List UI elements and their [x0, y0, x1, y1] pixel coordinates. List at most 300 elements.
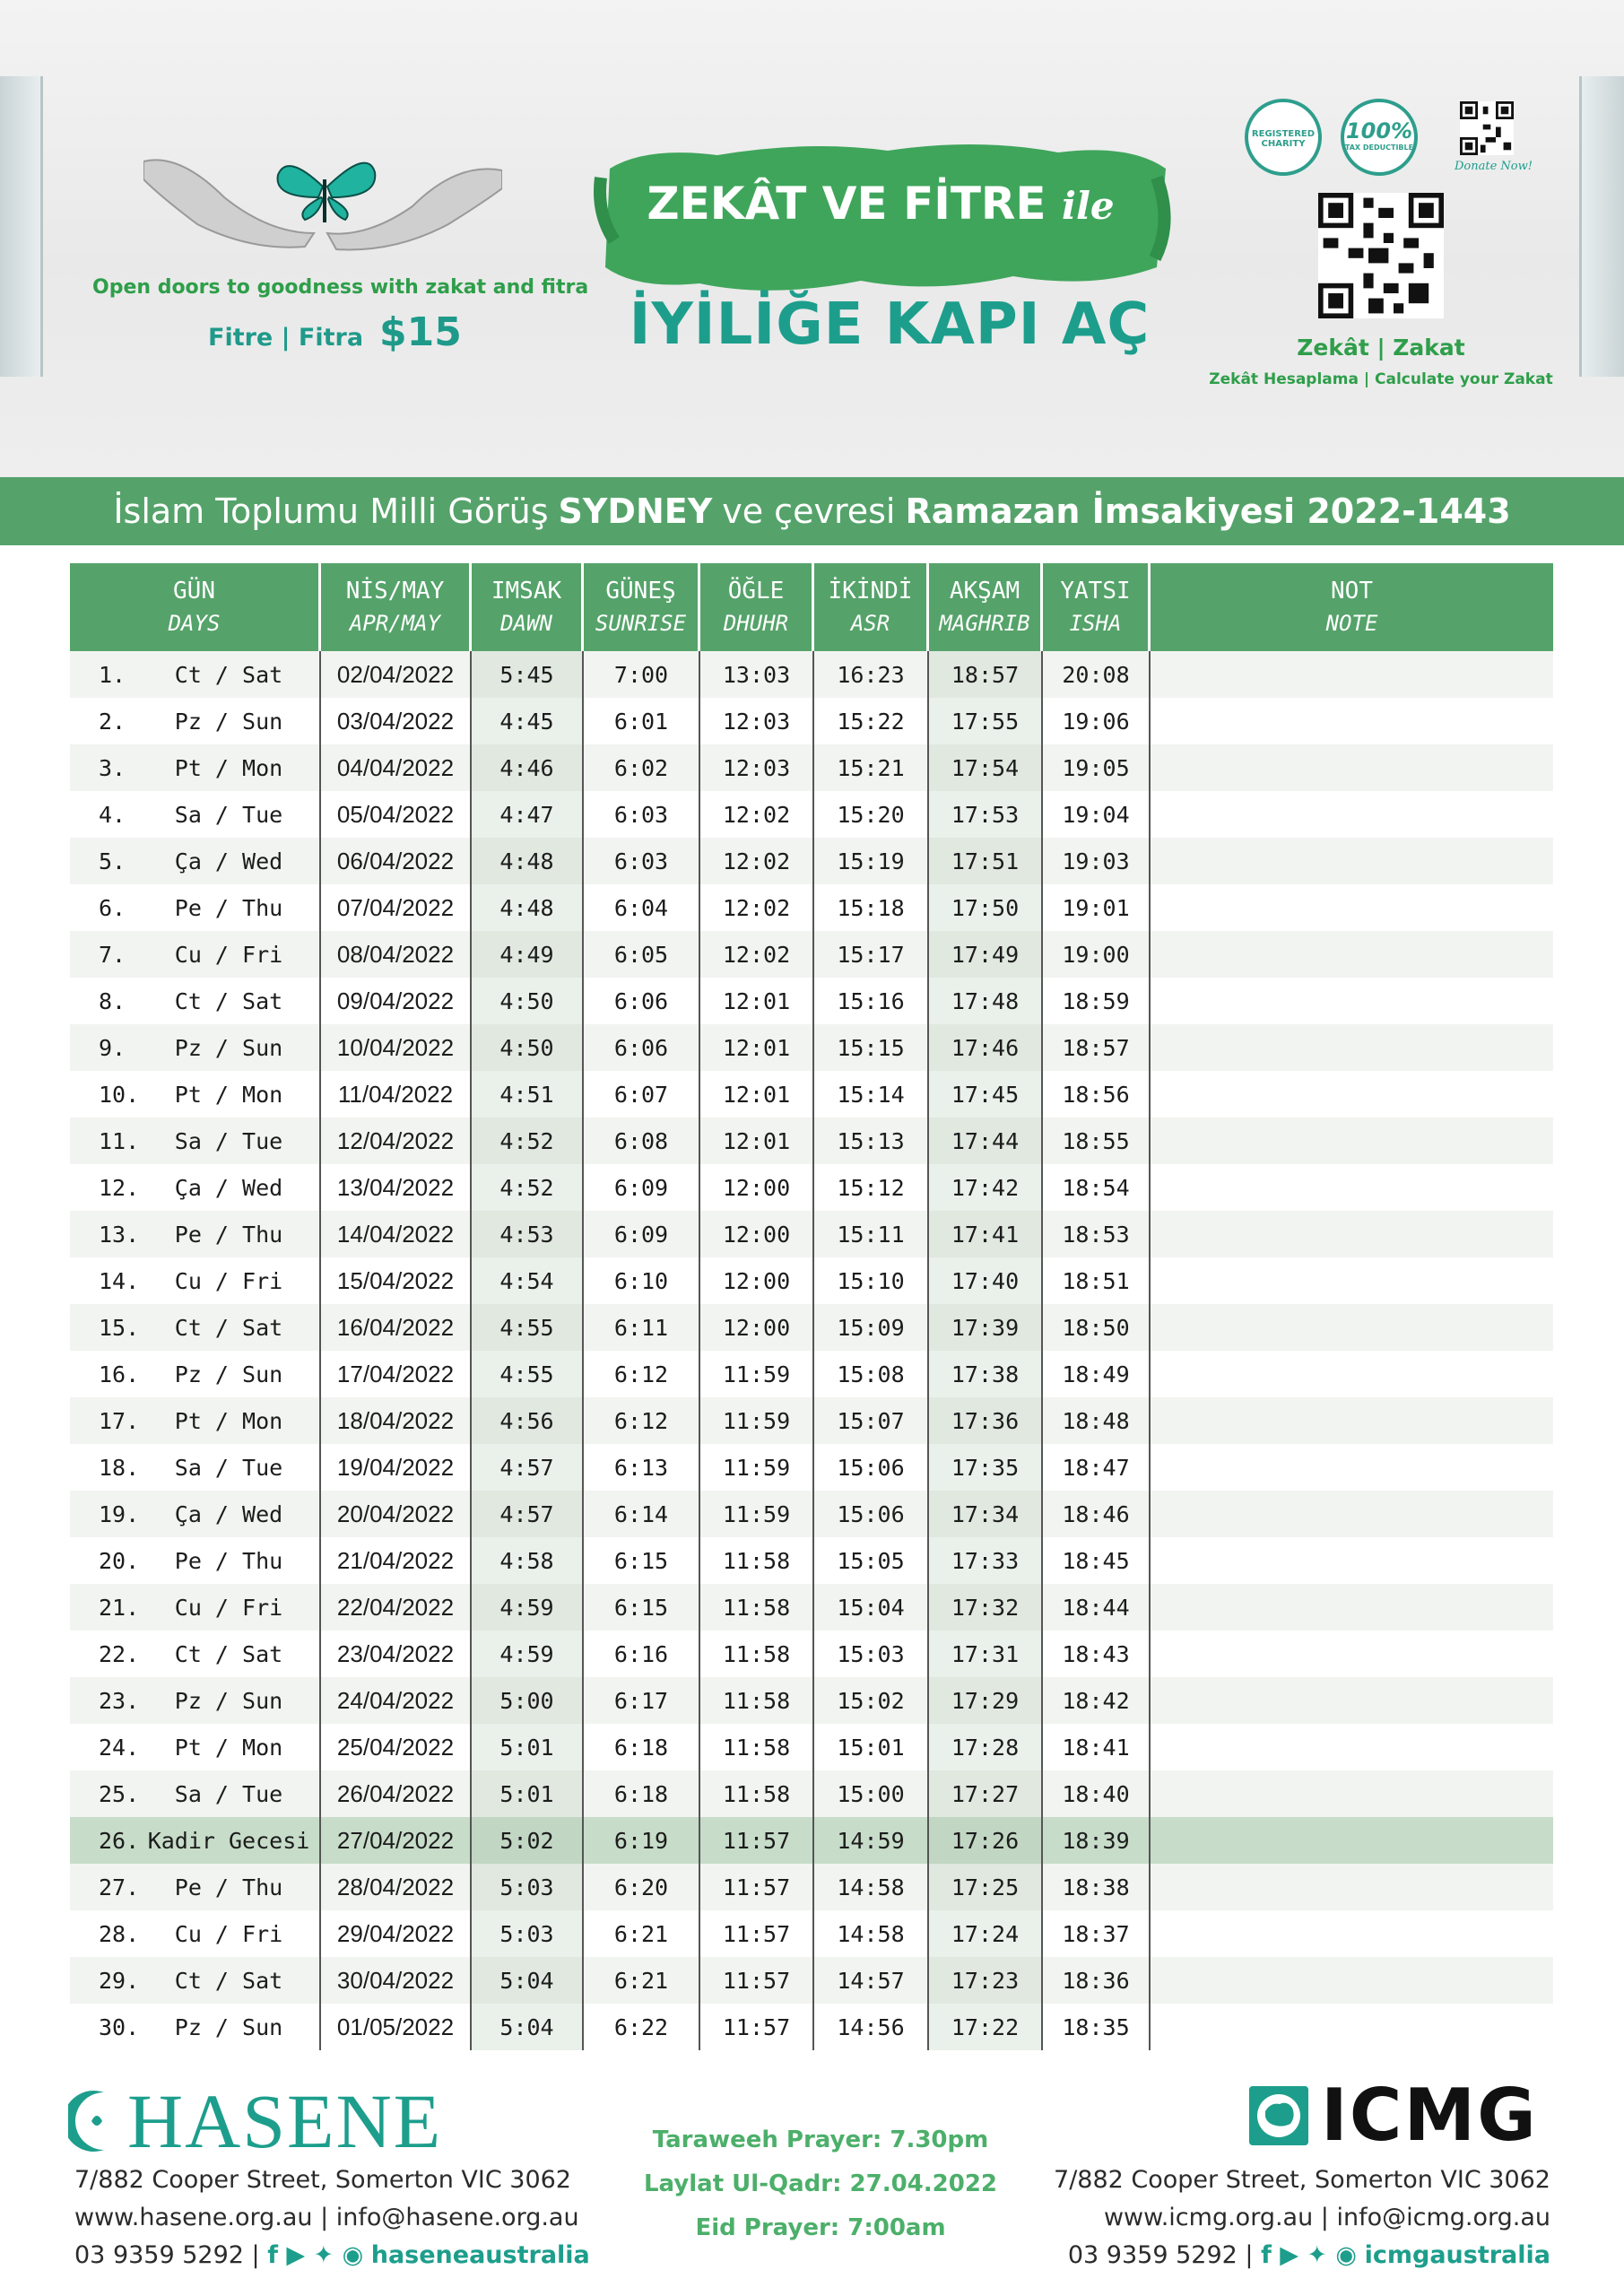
day-name: Pe / Thu: [174, 1221, 283, 1248]
asr-cell: 15:15: [814, 1024, 929, 1071]
asr-cell: 15:09: [814, 1304, 929, 1351]
note-cell: [1151, 744, 1553, 791]
table-row: [70, 1118, 1553, 1164]
banner-tagline: Open doors to goodness with zakat and fitra: [92, 276, 589, 299]
isha-cell: 19:00: [1043, 931, 1151, 978]
imsak-cell: 4:46: [472, 744, 584, 791]
day-name: Sa / Tue: [174, 801, 283, 828]
isha-cell: 18:54: [1043, 1164, 1151, 1211]
date-cell: 23/04/2022: [321, 1631, 472, 1677]
date-cell: 22/04/2022: [321, 1584, 472, 1631]
table-row: [70, 1397, 1553, 1444]
isha-cell: 19:01: [1043, 884, 1151, 931]
date-cell: 29/04/2022: [321, 1910, 472, 1957]
table-row: [70, 1491, 1553, 1537]
icmg-phone-social: [1054, 2237, 1550, 2274]
sunrise-cell: 6:04: [584, 884, 700, 931]
note-cell: [1151, 1164, 1553, 1211]
imsak-cell: 5:45: [472, 651, 584, 698]
donate-qr-code-icon[interactable]: [1460, 101, 1514, 155]
note-cell: [1151, 1770, 1553, 1817]
table-row: [70, 1770, 1553, 1817]
date-cell: 17/04/2022: [321, 1351, 472, 1397]
imsak-cell: 5:01: [472, 1724, 584, 1770]
maghrib-cell: 17:48: [929, 978, 1043, 1024]
dhuhr-cell: 11:59: [700, 1444, 814, 1491]
day-number: 2.: [99, 708, 126, 735]
campaign-title-suffix: ile: [1062, 184, 1115, 228]
taraweeh-prayer-time: Taraweeh Prayer: 7.30pm: [652, 2126, 989, 2153]
title-calendar: Ramazan İmsakiyesi 2022-1443: [905, 491, 1511, 531]
table-row: [70, 1351, 1553, 1397]
column-header-asr: İKİNDİ ASR: [814, 563, 929, 651]
registered-charity-badge: [1245, 99, 1322, 176]
icmg-logo: [1249, 2074, 1538, 2157]
day-cell: [70, 1631, 321, 1677]
isha-cell: 19:06: [1043, 698, 1151, 744]
date-cell: 08/04/2022: [321, 931, 472, 978]
table-row: [70, 1257, 1553, 1304]
sunrise-cell: 6:06: [584, 1024, 700, 1071]
dhuhr-cell: 11:58: [700, 1724, 814, 1770]
day-cell: [70, 1118, 321, 1164]
fitre-price: $15: [379, 309, 462, 355]
day-cell: [70, 698, 321, 744]
imsak-cell: 5:02: [472, 1817, 584, 1864]
imsak-cell: 4:49: [472, 931, 584, 978]
sunrise-cell: 6:15: [584, 1537, 700, 1584]
imsak-cell: 4:55: [472, 1304, 584, 1351]
isha-cell: 18:55: [1043, 1118, 1151, 1164]
maghrib-cell: 17:36: [929, 1397, 1043, 1444]
dhuhr-cell: 12:00: [700, 1211, 814, 1257]
day-name: Ça / Wed: [174, 1174, 283, 1201]
date-cell: 20/04/2022: [321, 1491, 472, 1537]
charity-badge-text: REGISTERED CHARITY: [1251, 129, 1316, 149]
eid-prayer-time: Eid Prayer: 7:00am: [695, 2214, 946, 2241]
day-cell: [70, 1677, 321, 1724]
note-cell: [1151, 931, 1553, 978]
day-number: 26.: [99, 1827, 140, 1854]
table-row: [70, 978, 1553, 1024]
note-cell: [1151, 1817, 1553, 1864]
icmg-social-icons[interactable]: f ▶ ✦ ◉: [1261, 2241, 1357, 2269]
date-cell: 19/04/2022: [321, 1444, 472, 1491]
imsak-cell: 4:59: [472, 1584, 584, 1631]
maghrib-cell: 17:53: [929, 791, 1043, 838]
fitre-label: Fitre | Fitra: [208, 324, 364, 352]
column-header-days: GÜN DAYS: [70, 563, 321, 651]
day-name: Pt / Mon: [174, 1734, 283, 1761]
maghrib-cell: 18:57: [929, 651, 1043, 698]
column-header-isha: YATSI ISHA: [1043, 563, 1151, 651]
hasene-social-handle[interactable]: haseneaustralia: [370, 2241, 590, 2269]
day-number: 18.: [99, 1454, 140, 1481]
table-row: [70, 1864, 1553, 1910]
asr-cell: 15:02: [814, 1677, 929, 1724]
day-cell: [70, 1211, 321, 1257]
maghrib-cell: 17:28: [929, 1724, 1043, 1770]
day-number: 22.: [99, 1640, 140, 1667]
date-cell: 26/04/2022: [321, 1770, 472, 1817]
sunrise-cell: 6:21: [584, 1957, 700, 2004]
sunrise-cell: 6:18: [584, 1770, 700, 1817]
fitre-price-line: [208, 309, 462, 355]
isha-cell: 18:45: [1043, 1537, 1151, 1584]
isha-cell: 19:05: [1043, 744, 1151, 791]
day-number: 15.: [99, 1314, 140, 1341]
day-name: Pt / Mon: [174, 754, 283, 781]
day-cell: [70, 791, 321, 838]
note-cell: [1151, 1864, 1553, 1910]
imsak-cell: 4:59: [472, 1631, 584, 1677]
day-name: Pe / Thu: [174, 1874, 283, 1900]
day-number: 21.: [99, 1594, 140, 1621]
day-number: 29.: [99, 1967, 140, 1994]
day-name: Pt / Mon: [174, 1081, 283, 1108]
isha-cell: 18:46: [1043, 1491, 1151, 1537]
day-cell: [70, 1817, 321, 1864]
dhuhr-cell: 12:03: [700, 744, 814, 791]
day-cell: [70, 978, 321, 1024]
laylat-ul-qadr-date: Laylat Ul-Qadr: 27.04.2022: [643, 2170, 998, 2197]
maghrib-cell: 17:42: [929, 1164, 1043, 1211]
sunrise-cell: 6:22: [584, 2004, 700, 2050]
date-cell: 15/04/2022: [321, 1257, 472, 1304]
day-cell: [70, 1304, 321, 1351]
imsak-cell: 5:04: [472, 1957, 584, 2004]
day-number: 3.: [99, 754, 126, 781]
note-cell: [1151, 838, 1553, 884]
date-cell: 05/04/2022: [321, 791, 472, 838]
date-cell: 11/04/2022: [321, 1071, 472, 1118]
asr-cell: 16:23: [814, 651, 929, 698]
day-cell: [70, 1864, 321, 1910]
day-name: Pz / Sun: [174, 1687, 283, 1714]
day-name: Sa / Tue: [174, 1454, 283, 1481]
column-header-sunrise: GÜNEŞ SUNRISE: [584, 563, 700, 651]
day-number: 27.: [99, 1874, 140, 1900]
isha-cell: 18:38: [1043, 1864, 1151, 1910]
table-row: [70, 1631, 1553, 1677]
day-cell: [70, 1164, 321, 1211]
imsak-cell: 4:50: [472, 1024, 584, 1071]
note-cell: [1151, 698, 1553, 744]
campaign-title-line1: [603, 178, 1159, 230]
note-cell: [1151, 1444, 1553, 1491]
note-cell: [1151, 1910, 1553, 1957]
day-cell: [70, 1724, 321, 1770]
note-cell: [1151, 1211, 1553, 1257]
date-cell: 06/04/2022: [321, 838, 472, 884]
dhuhr-cell: 11:58: [700, 1770, 814, 1817]
day-cell: [70, 838, 321, 884]
imsak-cell: 4:55: [472, 1351, 584, 1397]
date-cell: 16/04/2022: [321, 1304, 472, 1351]
isha-cell: 18:49: [1043, 1351, 1151, 1397]
day-name: Ct / Sat: [174, 1967, 283, 1994]
table-row: [70, 1724, 1553, 1770]
footer-hasene-contact: [74, 2161, 590, 2274]
imsak-cell: 5:03: [472, 1864, 584, 1910]
asr-cell: 15:19: [814, 838, 929, 884]
asr-cell: 15:14: [814, 1071, 929, 1118]
day-number: 28.: [99, 1920, 140, 1947]
asr-cell: 15:18: [814, 884, 929, 931]
sunrise-cell: 7:00: [584, 651, 700, 698]
date-cell: 24/04/2022: [321, 1677, 472, 1724]
date-cell: 25/04/2022: [321, 1724, 472, 1770]
maghrib-cell: 17:33: [929, 1537, 1043, 1584]
date-cell: 14/04/2022: [321, 1211, 472, 1257]
isha-cell: 19:03: [1043, 838, 1151, 884]
icmg-phone: 03 9359 5292 |: [1067, 2241, 1254, 2269]
asr-cell: 15:08: [814, 1351, 929, 1397]
note-cell: [1151, 1537, 1553, 1584]
table-row-highlighted: [70, 1817, 1553, 1864]
sunrise-cell: 6:16: [584, 1631, 700, 1677]
icmg-web-email[interactable]: www.icmg.org.au | info@icmg.org.au: [1103, 2204, 1550, 2231]
imsak-cell: 4:54: [472, 1257, 584, 1304]
tax-badge-percent: 100%: [1345, 118, 1413, 144]
dhuhr-cell: 12:03: [700, 698, 814, 744]
asr-cell: 15:12: [814, 1164, 929, 1211]
sunrise-cell: 6:10: [584, 1257, 700, 1304]
imsak-cell: 4:57: [472, 1444, 584, 1491]
maghrib-cell: 17:31: [929, 1631, 1043, 1677]
table-row: [70, 1584, 1553, 1631]
dhuhr-cell: 12:02: [700, 838, 814, 884]
sunrise-cell: 6:14: [584, 1491, 700, 1537]
note-cell: [1151, 1397, 1553, 1444]
day-number: 8.: [99, 987, 126, 1014]
day-cell: [70, 1024, 321, 1071]
maghrib-cell: 17:38: [929, 1351, 1043, 1397]
day-cell: [70, 931, 321, 978]
table-row: [70, 838, 1553, 884]
imsak-cell: 4:48: [472, 838, 584, 884]
imsak-cell: 4:56: [472, 1397, 584, 1444]
note-cell: [1151, 1677, 1553, 1724]
asr-cell: 15:17: [814, 931, 929, 978]
title-region: ve çevresi: [722, 491, 896, 531]
door-left-image: [0, 76, 43, 377]
column-header-maghrib: AKŞAM MAGHRIB: [929, 563, 1043, 651]
sunrise-cell: 6:06: [584, 978, 700, 1024]
date-cell: 10/04/2022: [321, 1024, 472, 1071]
table-row: [70, 931, 1553, 978]
dhuhr-cell: 12:01: [700, 1118, 814, 1164]
day-name: Cu / Fri: [174, 941, 283, 968]
table-row: [70, 744, 1553, 791]
day-name: Ça / Wed: [174, 1500, 283, 1527]
day-name: Pz / Sun: [174, 1034, 283, 1061]
asr-cell: 15:10: [814, 1257, 929, 1304]
zakat-calculator-link[interactable]: Zekât Hesaplama | Calculate your Zakat: [1209, 370, 1553, 388]
date-cell: 30/04/2022: [321, 1957, 472, 2004]
maghrib-cell: 17:49: [929, 931, 1043, 978]
isha-cell: 18:47: [1043, 1444, 1151, 1491]
title-org: İslam Toplumu Milli Görüş: [113, 491, 549, 531]
note-cell: [1151, 1304, 1553, 1351]
imsak-cell: 4:52: [472, 1164, 584, 1211]
asr-cell: 15:06: [814, 1491, 929, 1537]
sunrise-cell: 6:15: [584, 1584, 700, 1631]
dhuhr-cell: 12:00: [700, 1164, 814, 1211]
day-name: Pt / Mon: [174, 1407, 283, 1434]
page-title: [0, 477, 1624, 545]
day-name: Cu / Fri: [174, 1920, 283, 1947]
hasene-logo-text: HASENE: [127, 2078, 443, 2164]
isha-cell: 18:42: [1043, 1677, 1151, 1724]
sunrise-cell: 6:21: [584, 1910, 700, 1957]
note-cell: [1151, 884, 1553, 931]
maghrib-cell: 17:55: [929, 698, 1043, 744]
crescent-moon-icon: [68, 2089, 120, 2153]
isha-cell: 18:43: [1043, 1631, 1151, 1677]
dhuhr-cell: 11:57: [700, 2004, 814, 2050]
asr-cell: 15:16: [814, 978, 929, 1024]
asr-cell: 14:58: [814, 1910, 929, 1957]
day-number: 9.: [99, 1034, 126, 1061]
table-row: [70, 1444, 1553, 1491]
dhuhr-cell: 11:57: [700, 1864, 814, 1910]
date-cell: 03/04/2022: [321, 698, 472, 744]
dhuhr-cell: 11:58: [700, 1631, 814, 1677]
day-number: 14.: [99, 1267, 140, 1294]
day-cell: [70, 1491, 321, 1537]
note-cell: [1151, 651, 1553, 698]
maghrib-cell: 17:44: [929, 1118, 1043, 1164]
day-name: Pz / Sun: [174, 708, 283, 735]
imsak-cell: 4:47: [472, 791, 584, 838]
title-city: SYDNEY: [558, 491, 713, 531]
isha-cell: 18:44: [1043, 1584, 1151, 1631]
asr-cell: 15:22: [814, 698, 929, 744]
date-cell: 13/04/2022: [321, 1164, 472, 1211]
sunrise-cell: 6:03: [584, 791, 700, 838]
day-name: Sa / Tue: [174, 1780, 283, 1807]
dhuhr-cell: 11:58: [700, 1537, 814, 1584]
maghrib-cell: 17:35: [929, 1444, 1043, 1491]
hasene-social-icons[interactable]: f ▶ ✦ ◉: [267, 2241, 364, 2269]
imsak-cell: 4:57: [472, 1491, 584, 1537]
day-cell: [70, 884, 321, 931]
note-cell: [1151, 1351, 1553, 1397]
table-row: [70, 1304, 1553, 1351]
day-cell: [70, 1071, 321, 1118]
day-cell: [70, 1584, 321, 1631]
sunrise-cell: 6:02: [584, 744, 700, 791]
day-name: Ct / Sat: [174, 1640, 283, 1667]
sunrise-cell: 6:13: [584, 1444, 700, 1491]
dhuhr-cell: 12:01: [700, 978, 814, 1024]
dhuhr-cell: 12:00: [700, 1257, 814, 1304]
imsak-cell: 4:58: [472, 1537, 584, 1584]
note-cell: [1151, 1491, 1553, 1537]
hasene-web-email[interactable]: www.hasene.org.au | info@hasene.org.au: [74, 2204, 579, 2231]
isha-cell: 18:40: [1043, 1770, 1151, 1817]
note-cell: [1151, 1724, 1553, 1770]
prayer-times-table: [70, 563, 1553, 2050]
dhuhr-cell: 11:58: [700, 1677, 814, 1724]
day-name: Kadir Gecesi: [147, 1827, 310, 1854]
note-cell: [1151, 1257, 1553, 1304]
icmg-social-handle[interactable]: icmgaustralia: [1364, 2241, 1550, 2269]
asr-cell: 15:05: [814, 1537, 929, 1584]
day-name: Cu / Fri: [174, 1267, 283, 1294]
imsak-cell: 4:50: [472, 978, 584, 1024]
maghrib-cell: 17:46: [929, 1024, 1043, 1071]
dhuhr-cell: 11:59: [700, 1397, 814, 1444]
imsak-cell: 4:52: [472, 1118, 584, 1164]
campaign-title-main: ZEKÂT VE FİTRE: [647, 178, 1046, 230]
dhuhr-cell: 12:02: [700, 884, 814, 931]
sunrise-cell: 6:09: [584, 1164, 700, 1211]
date-cell: 09/04/2022: [321, 978, 472, 1024]
day-name: Sa / Tue: [174, 1127, 283, 1154]
sunrise-cell: 6:03: [584, 838, 700, 884]
asr-cell: 15:06: [814, 1444, 929, 1491]
sunrise-cell: 6:11: [584, 1304, 700, 1351]
sunrise-cell: 6:09: [584, 1211, 700, 1257]
asr-cell: 15:03: [814, 1631, 929, 1677]
note-cell: [1151, 791, 1553, 838]
sunrise-cell: 6:12: [584, 1397, 700, 1444]
day-name: Ct / Sat: [174, 1314, 283, 1341]
table-row: [70, 1024, 1553, 1071]
day-number: 12.: [99, 1174, 140, 1201]
hasene-logo: [68, 2076, 442, 2166]
zakat-qr-code-icon[interactable]: [1318, 193, 1444, 318]
day-cell: [70, 651, 321, 698]
note-cell: [1151, 1118, 1553, 1164]
date-cell: 12/04/2022: [321, 1118, 472, 1164]
sunrise-cell: 6:18: [584, 1724, 700, 1770]
maghrib-cell: 17:25: [929, 1864, 1043, 1910]
dhuhr-cell: 13:03: [700, 651, 814, 698]
table-row: [70, 1211, 1553, 1257]
asr-cell: 14:56: [814, 2004, 929, 2050]
maghrib-cell: 17:26: [929, 1817, 1043, 1864]
sunrise-cell: 6:07: [584, 1071, 700, 1118]
day-number: 6.: [99, 894, 126, 921]
day-number: 1.: [99, 661, 126, 688]
date-cell: 02/04/2022: [321, 651, 472, 698]
day-number: 23.: [99, 1687, 140, 1714]
asr-cell: 15:04: [814, 1584, 929, 1631]
day-number: 4.: [99, 801, 126, 828]
day-number: 17.: [99, 1407, 140, 1434]
hasene-phone: 03 9359 5292 |: [74, 2241, 260, 2269]
day-number: 7.: [99, 941, 126, 968]
asr-cell: 15:21: [814, 744, 929, 791]
icmg-address: 7/882 Cooper Street, Somerton VIC 3062: [1054, 2166, 1550, 2194]
maghrib-cell: 17:54: [929, 744, 1043, 791]
day-number: 10.: [99, 1081, 140, 1108]
day-cell: [70, 744, 321, 791]
icmg-logo-text: ICMG: [1321, 2074, 1538, 2157]
table-header: [70, 563, 1553, 651]
table-row: [70, 884, 1553, 931]
isha-cell: 19:04: [1043, 791, 1151, 838]
day-cell: [70, 1351, 321, 1397]
australia-map-icon: [1249, 2086, 1308, 2145]
maghrib-cell: 17:32: [929, 1584, 1043, 1631]
day-cell: [70, 1770, 321, 1817]
note-cell: [1151, 1024, 1553, 1071]
door-right-image: [1579, 76, 1624, 377]
